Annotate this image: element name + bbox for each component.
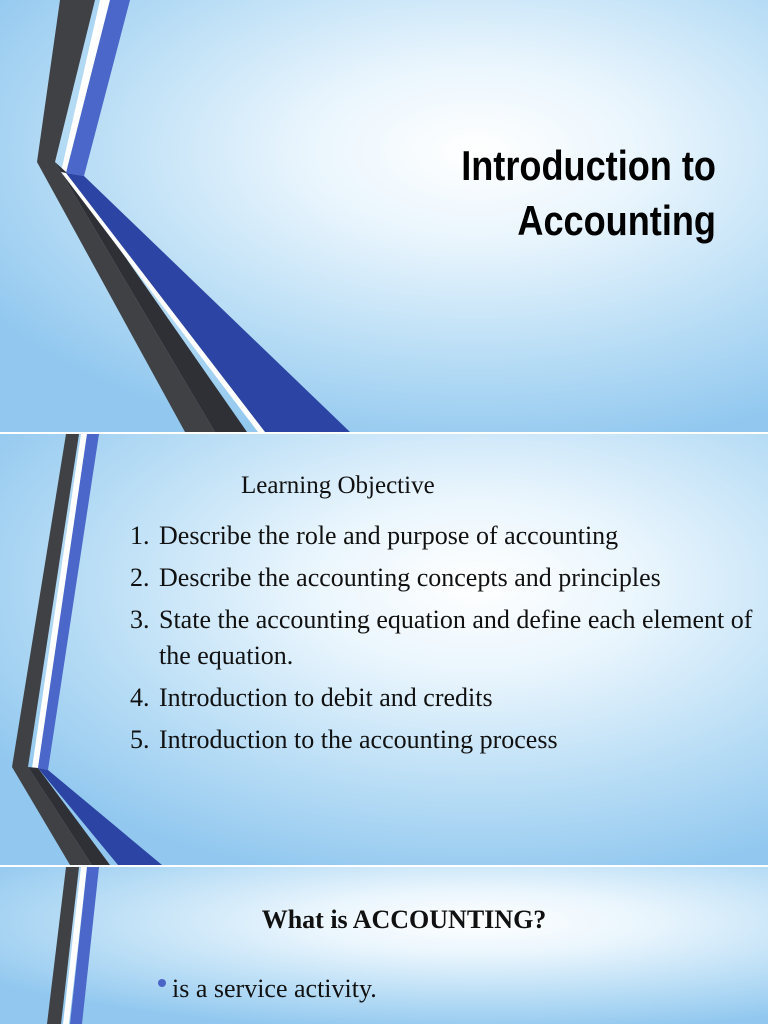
bullet-text: is a service activity. <box>172 974 377 1003</box>
slide-title <box>355 138 716 248</box>
slide-heading: What is ACCOUNTING? <box>261 905 547 934</box>
item-number: 4. <box>130 683 150 712</box>
objectives-heading: Learning Objective <box>241 472 435 499</box>
objectives-slide <box>0 434 768 865</box>
objectives-list <box>130 518 768 764</box>
stripe-decoration <box>0 867 768 1024</box>
list-item <box>130 722 768 758</box>
title-line-2: Accounting <box>517 197 716 244</box>
title-slide <box>0 0 768 432</box>
item-text: State the accounting equation and define each element of the equation. <box>159 605 753 670</box>
bullet-icon <box>158 979 166 987</box>
item-text: Introduction to the accounting process <box>159 725 558 754</box>
item-number: 5. <box>130 725 150 754</box>
list-item <box>130 602 768 674</box>
title-line-1: Introduction to <box>461 142 716 189</box>
item-number: 2. <box>130 563 150 592</box>
what-is-accounting-slide <box>0 867 768 1024</box>
list-item <box>130 680 768 716</box>
item-text: Describe the accounting concepts and principles <box>159 563 661 592</box>
bullet-list <box>158 971 377 1007</box>
item-text: Describe the role and purpose of accounting <box>159 521 619 550</box>
list-item <box>130 518 768 554</box>
item-number: 3. <box>130 605 150 634</box>
list-item <box>158 971 377 1007</box>
list-item <box>130 560 768 596</box>
item-text: Introduction to debit and credits <box>159 683 493 712</box>
item-number: 1. <box>130 521 150 550</box>
